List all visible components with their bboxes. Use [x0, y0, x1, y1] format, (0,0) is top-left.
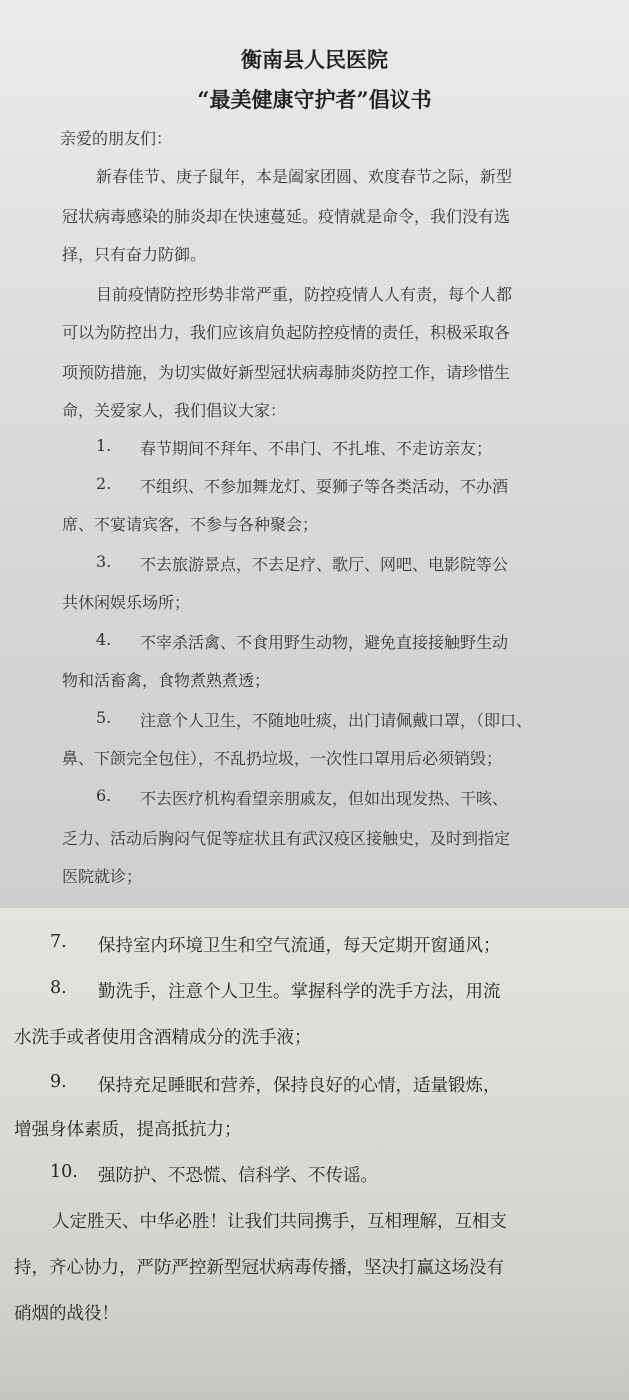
intro-line: 择，只有奋力防御。 [62, 245, 207, 264]
item-number-6: 6. [96, 786, 112, 805]
document-title-hospital: 衡南县人民医院 [241, 47, 388, 72]
item-5-line: 鼻、下颌完全包住），不乱扔垃圾，一次性口罩用后必须销毁； [62, 749, 503, 768]
item-2-line: 席、不宴请宾客，不参与各种聚会； [62, 515, 319, 534]
item-3-line: 共休闲娱乐场所； [62, 593, 191, 612]
item-6-line: 不去医疗机构看望亲朋戚友，但如出现发热、干咳、 [140, 789, 509, 808]
document-title-proposal: “最美健康守护者”倡议书 [197, 87, 432, 112]
situation-line: 项预防措施，为切实做好新型冠状病毒肺炎防控工作，请珍惜生 [62, 363, 511, 382]
item-2-line: 不组织、不参加舞龙灯、耍狮子等各类活动，不办酒 [140, 477, 509, 496]
item-8-line: 勤洗手，注意个人卫生。掌握科学的洗手方法，用流 [98, 982, 501, 1002]
item-1-line: 春节期间不拜年、不串门、不扎堆、不走访亲友； [140, 439, 493, 458]
salutation: 亲爱的朋友们： [60, 129, 173, 148]
item-4-line: 物和活畜禽，食物煮熟煮透； [62, 671, 271, 690]
item-number-5: 5. [96, 708, 112, 727]
intro-line: 冠状病毒感染的肺炎却在快速蔓延。疫情就是命令，我们没有选 [62, 207, 511, 226]
closing-line: 持，齐心协力，严防严控新型冠状病毒传播，坚决打赢这场没有 [14, 1258, 504, 1278]
situation-line: 可以为防控出力，我们应该肩负起防控疫情的责任，积极采取各 [62, 323, 511, 342]
item-5-line: 注意个人卫生，不随地吐痰，出门请佩戴口罩，（即口、 [140, 711, 533, 730]
intro-line: 新春佳节、庚子鼠年，本是阖家团圆、欢度春节之际，新型 [96, 167, 513, 186]
item-number-10: 10. [50, 1162, 78, 1182]
situation-line: 命，关爱家人，我们倡议大家： [62, 401, 287, 420]
item-8-line: 水洗手或者使用含酒精成分的洗手液； [14, 1028, 312, 1048]
item-9-line: 增强身体素质，提高抵抗力； [14, 1120, 242, 1140]
item-number-9: 9. [50, 1072, 67, 1092]
item-9-line: 保持充足睡眠和营养，保持良好的心情，适量锻炼， [98, 1076, 501, 1096]
item-6-line: 医院就诊； [62, 867, 143, 886]
item-number-4: 4. [96, 630, 112, 649]
item-10-line: 强防护、不恐慌、信科学、不传谣。 [98, 1166, 378, 1186]
item-4-line: 不宰杀活禽、不食用野生动物，避免直接接触野生动 [140, 633, 509, 652]
situation-line: 目前疫情防控形势非常严重，防控疫情人人有责，每个人都 [96, 285, 513, 304]
item-7-line: 保持室内环境卫生和空气流通，每天定期开窗通风； [98, 936, 501, 956]
item-number-2: 2. [96, 474, 112, 493]
closing-line: 硝烟的战役！ [14, 1304, 119, 1324]
item-number-1: 1. [96, 436, 112, 455]
item-number-3: 3. [96, 552, 112, 571]
item-6-line: 乏力、活动后胸闷气促等症状且有武汉疫区接触史，及时到指定 [62, 829, 511, 848]
closing-line: 人定胜天、中华必胜！让我们共同携手，互相理解，互相支 [52, 1212, 507, 1232]
item-number-8: 8. [50, 978, 67, 998]
item-3-line: 不去旅游景点，不去足疗、歌厅、网吧、电影院等公 [140, 555, 509, 574]
item-number-7: 7. [50, 932, 67, 952]
